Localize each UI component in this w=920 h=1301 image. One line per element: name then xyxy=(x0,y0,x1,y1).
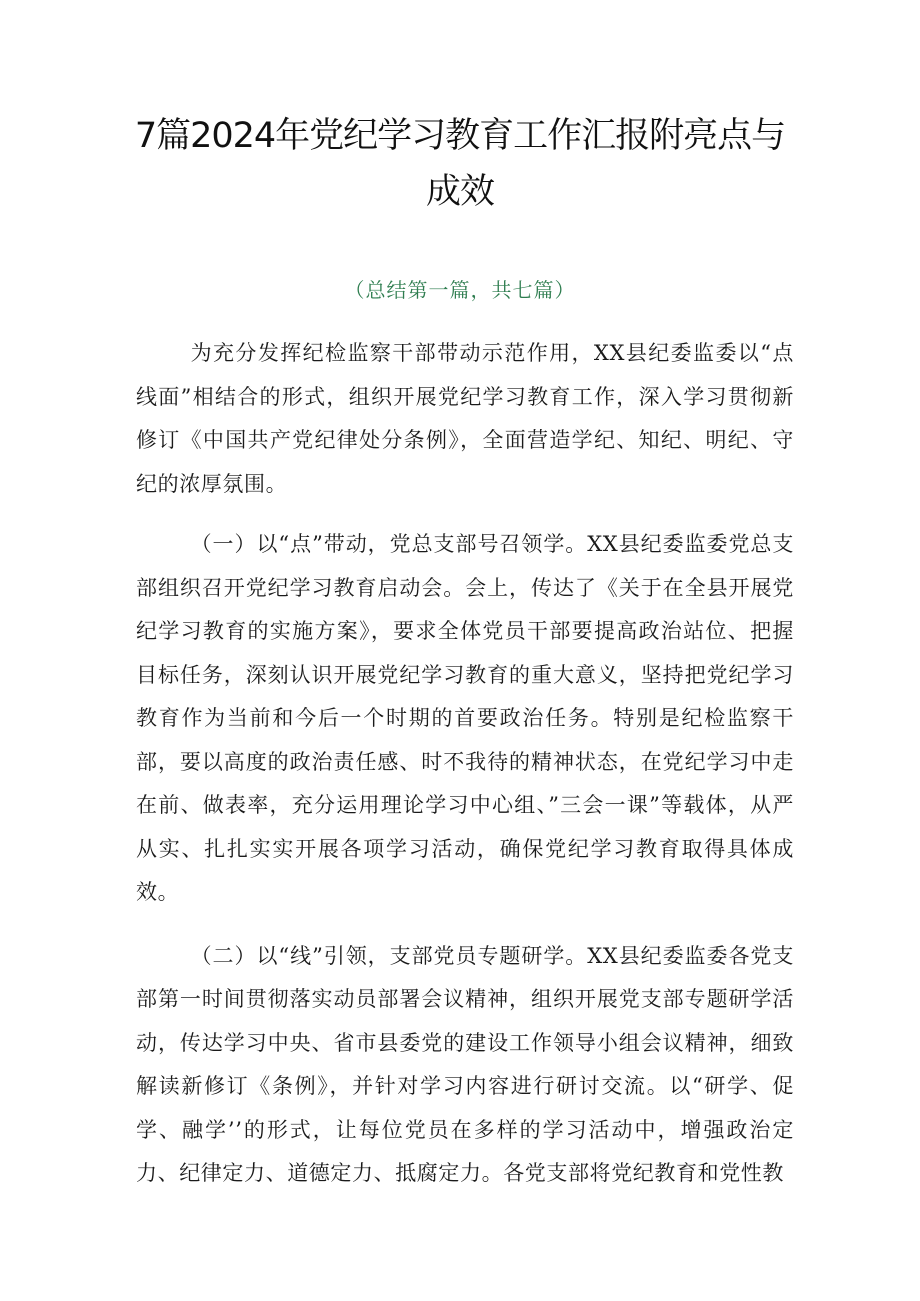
document-subtitle: （总结第一篇，共七篇） xyxy=(344,278,576,302)
section-two-paragraph: （二）以“线”引领，支部党员专题研学。XX县纪委监委各党支部第一时间贯彻落实动员部署会议精神，组织开展党支部专题研学活动，传达学习中央、省市县委党的建设工作领导小组会议精神，细致解读新修订《条例》，并针对学习内容进行研讨交流。以“研学、促学、融学’’的形式，让每位党员在多样的学习活动中，增强政治定力、纪律定力、道德定力、抵腐定力。各党支部将党纪教育和党性教 xyxy=(136,943,794,1185)
document-body xyxy=(136,332,794,1196)
document-title: 7篇2024年党纪学习教育工作汇报附亮点与成效 xyxy=(134,116,786,212)
section-one-paragraph: （一）以“点”带动，党总支部号召领学。XX县纪委监委党总支部组织召开党纪学习教育启动会。会上，传达了《关于在全县开展党纪学习教育的实施方案》，要求全体党员干部要提高政治站位、把握目标任务，深刻认识开展党纪学习教育的重大意义，坚持把党纪学习教育作为当前和今后一个时期的首要政治任务。特别是纪检监察干部，要以高度的政治责任感、时不我待的精神状态，在党纪学习中走在前、做表率，充分运用理论学习中心组、”三会一课”等载体，从严从实、扎扎实实开展各项学习活动，确保党纪学习教育取得具体成效。 xyxy=(136,532,794,904)
intro-paragraph: 为充分发挥纪检监察干部带动示范作用，XX县纪委监委以“点线面”相结合的形式，组织开展党纪学习教育工作，深入学习贯彻新修订《中国共产党纪律处分条例》，全面营造学纪、知纪、明纪、守纪的浓厚氛围。 xyxy=(136,341,794,496)
